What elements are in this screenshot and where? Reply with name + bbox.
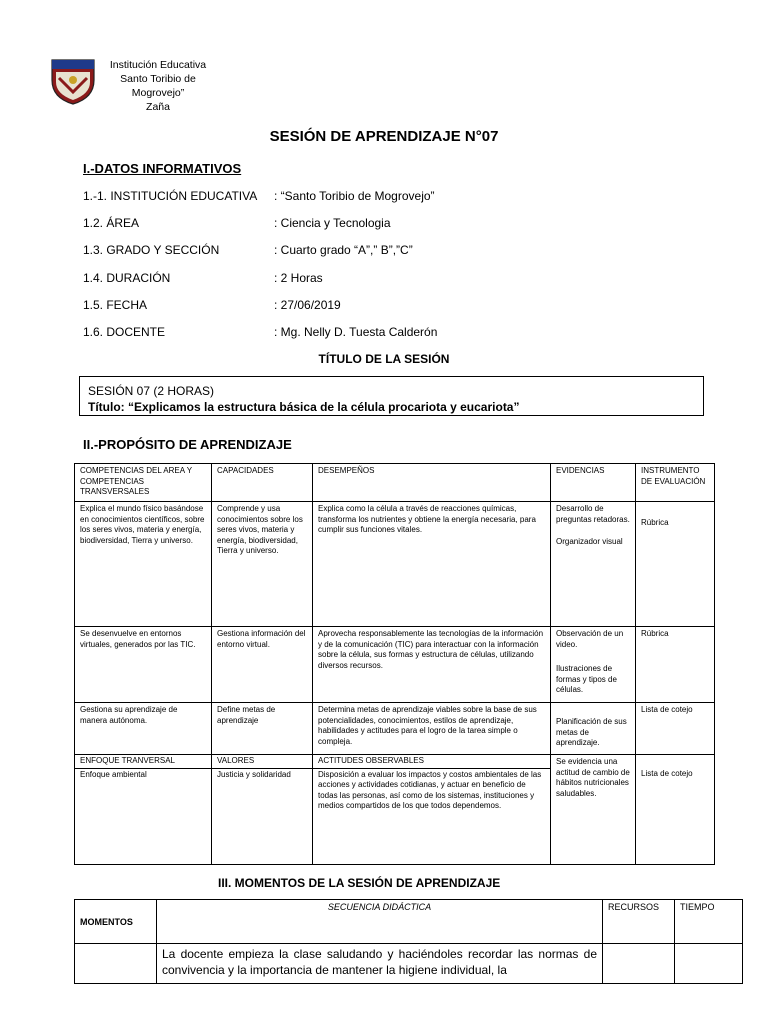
valores-header: VALORES <box>212 755 312 769</box>
info-label: 1.3. GRADO Y SECCIÓN <box>83 243 220 257</box>
competencia-cell: Gestiona su aprendizaje de manera autónoma. <box>75 703 212 755</box>
competencia-cell: Se desenvuelve en entornos virtuales, generados por las TIC. <box>75 627 212 703</box>
evidencia-text: Desarrollo de preguntas retadoras. <box>556 504 630 524</box>
capacidad-cell: Gestiona información del entorno virtual. <box>212 627 313 703</box>
recursos-header: RECURSOS <box>603 900 675 944</box>
momentos-header: MOMENTOS <box>75 900 157 944</box>
enfoque-row <box>75 755 715 865</box>
table-row <box>75 944 743 984</box>
desempeno-cell: Determina metas de aprendizaje viables sobre la base de sus potencialidades, conocimientos, estilos de aprendizaje, habilidades y actitudes para el logro de la tarea simple o compleja. <box>313 703 551 755</box>
evidencia-text: Ilustraciones de formas y tipos de células. <box>556 664 617 694</box>
evidencia-cell <box>551 703 636 755</box>
capacidad-cell: Comprende y usa conocimientos sobre los seres vivos, materia y energía, biodiversidad, Tierra y universo. <box>212 502 313 627</box>
table-header-row <box>75 900 743 944</box>
moments-table <box>74 899 743 984</box>
valores-cell <box>212 755 313 865</box>
recursos-cell <box>603 944 675 984</box>
info-value: : Cuarto grado “A”,” B”,”C” <box>274 243 413 257</box>
tiempo-header: TIEMPO <box>675 900 743 944</box>
document-title: SESIÓN DE APRENDIZAJE N°07 <box>269 128 499 145</box>
table-row <box>75 627 715 703</box>
evidencia-text: Observación de un video. <box>556 629 624 649</box>
evidencia-text: Organizador visual <box>556 537 623 546</box>
info-value: : 27/06/2019 <box>274 298 341 312</box>
session-title-heading: TÍTULO DE LA SESIÓN <box>318 352 450 366</box>
secuencia-cell: La docente empieza la clase saludando y haciéndoles recordar las normas de convivencia y la importancia de mantener la higiene individual, la <box>157 944 603 984</box>
session-box <box>79 376 704 416</box>
info-label: 1.4. DURACIÓN <box>83 271 171 285</box>
table-header: COMPETENCIAS DEL AREA Y COMPETENCIAS TRANSVERSALES <box>75 464 212 502</box>
info-label: 1.2. ÁREA <box>83 216 140 230</box>
secuencia-header: SECUENCIA DIDÁCTICA <box>157 900 603 944</box>
evidencia-text: Planificación de sus metas de aprendizaje. <box>556 717 627 747</box>
section-2-heading: II.-PROPÓSITO DE APRENDIZAJE <box>83 437 292 452</box>
info-label: 1.5. FECHA <box>83 298 148 312</box>
institution-line-2: Santo Toribio de Mogrovejo” <box>120 73 196 99</box>
desempeno-cell: Aprovecha responsablemente las tecnologías de la información y de la comunicación (TIC) para interactuar con la información sobre la célula, sus formas y estructura de células, utilizando diversos recursos. <box>313 627 551 703</box>
instrumento-cell: Lista de cotejo <box>636 755 715 865</box>
info-value: : Ciencia y Tecnologia <box>274 216 391 230</box>
info-label: 1.6. DOCENTE <box>83 325 166 339</box>
actitudes-header: ACTITUDES OBSERVABLES <box>313 755 550 769</box>
instrumento-cell: Rúbrica <box>636 627 715 703</box>
evidencia-cell: Se evidencia una actitud de cambio de hábitos nutricionales saludables. <box>551 755 636 865</box>
institution-header <box>96 58 220 114</box>
info-label: 1.-1. INSTITUCIÓN EDUCATIVA <box>83 189 258 203</box>
session-title: Título: “Explicamos la estructura básica de la célula procariota y eucariota” <box>88 400 520 414</box>
evidencia-cell <box>551 627 636 703</box>
valores-value: Justicia y solidaridad <box>217 769 291 779</box>
purpose-table <box>74 463 715 865</box>
enfoque-header: ENFOQUE TRANVERSAL <box>75 755 211 769</box>
table-row <box>75 703 715 755</box>
school-crest-icon <box>50 56 96 106</box>
table-header: CAPACIDADES <box>212 464 313 502</box>
momento-cell <box>75 944 157 984</box>
info-value: : Mg. Nelly D. Tuesta Calderón <box>274 325 438 339</box>
institution-line-3: Zaña <box>146 101 170 113</box>
actitudes-cell <box>313 755 551 865</box>
instrumento-cell: Rúbrica <box>636 502 715 627</box>
section-1-heading: I.-DATOS INFORMATIVOS <box>83 161 242 176</box>
actitudes-value: Disposición a evaluar los impactos y costos ambientales de las acciones y actividades cotidianas, y actuar en beneficio de todas las personas, así como de los sistemas, instituciones y medios compartidos de los que todos dependemos. <box>318 769 542 810</box>
capacidad-cell: Define metas de aprendizaje <box>212 703 313 755</box>
enfoque-value: Enfoque ambiental <box>80 769 147 779</box>
desempeno-cell: Explica como la célula a través de reacciones químicas, transforma los nutrientes y obtiene la energía necesaria, para cumplir sus funciones vitales. <box>313 502 551 627</box>
enfoque-cell <box>75 755 212 865</box>
table-header: DESEMPEÑOS <box>313 464 551 502</box>
info-value: : “Santo Toribio de Mogrovejo” <box>274 189 435 203</box>
tiempo-cell <box>675 944 743 984</box>
session-duration: SESIÓN 07 (2 HORAS) <box>88 384 215 398</box>
table-header: INSTRUMENTO DE EVALUACIÓN <box>636 464 715 502</box>
table-header: EVIDENCIAS <box>551 464 636 502</box>
table-row <box>75 502 715 627</box>
instrumento-cell: Lista de cotejo <box>636 703 715 755</box>
institution-line-1: Institución Educativa <box>109 59 207 71</box>
evidencia-cell <box>551 502 636 627</box>
section-3-heading: III. MOMENTOS DE LA SESIÓN DE APRENDIZAJE <box>218 876 501 890</box>
table-header-row <box>75 464 715 502</box>
info-value: : 2 Horas <box>274 271 323 285</box>
competencia-cell: Explica el mundo físico basándose en conocimientos científicos, sobre los seres vivos, materia y energía, biodiversidad, Tierra y universo. <box>75 502 212 627</box>
